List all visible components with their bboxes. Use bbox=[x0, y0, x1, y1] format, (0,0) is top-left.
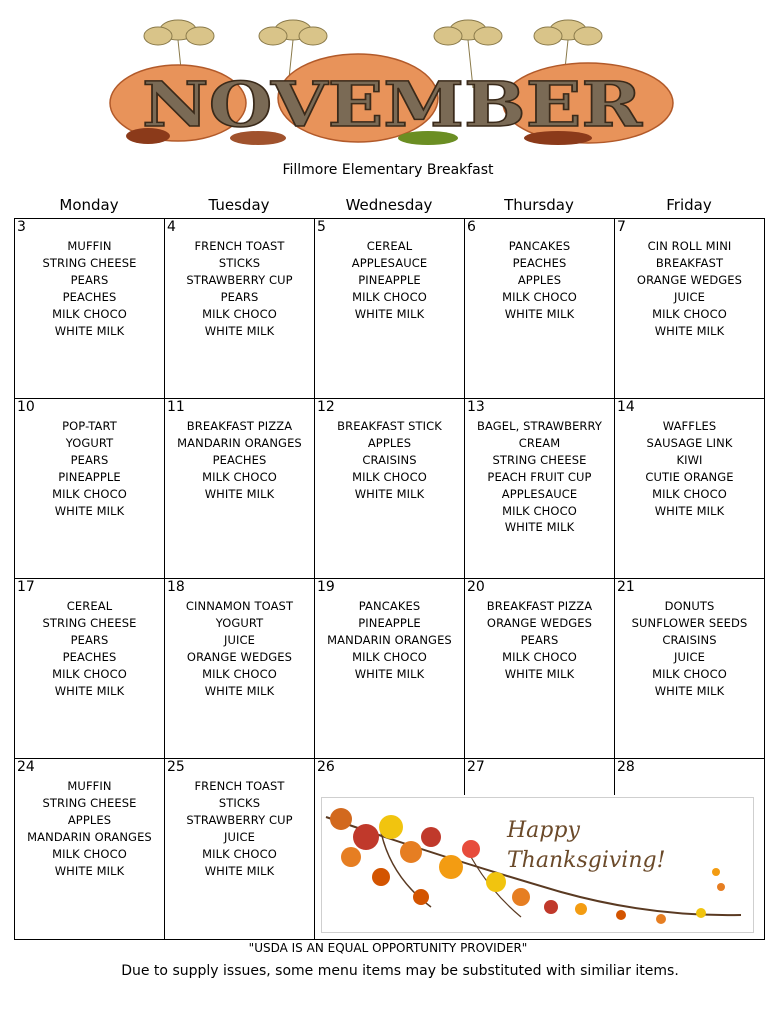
menu-item-list bbox=[465, 598, 614, 683]
menu-item: WHITE MILK bbox=[54, 323, 125, 338]
menu-item: WHITE MILK bbox=[654, 683, 725, 698]
menu-item: YOGURT bbox=[65, 435, 114, 450]
menu-item: MILK CHOCO bbox=[202, 666, 277, 681]
menu-item: MILK CHOCO bbox=[502, 503, 577, 518]
menu-item: CUTIE ORANGE bbox=[645, 469, 734, 484]
calendar-day-cell bbox=[464, 578, 615, 759]
menu-item: CIN ROLL MINI bbox=[647, 239, 732, 253]
supply-notice: Due to supply issues, some menu items may be substituted with similiar items. bbox=[121, 963, 679, 979]
menu-item: MILK CHOCO bbox=[52, 846, 127, 861]
menu-item: WHITE MILK bbox=[204, 863, 275, 878]
day-number: 4 bbox=[167, 219, 176, 235]
day-number: 24 bbox=[17, 759, 35, 775]
menu-item: CEREAL bbox=[66, 599, 113, 613]
menu-item: PEARS bbox=[70, 632, 109, 647]
menu-item: PEACHES bbox=[212, 452, 267, 467]
menu-item: FRENCH TOAST bbox=[194, 779, 285, 793]
menu-item: WHITE MILK bbox=[354, 666, 425, 681]
calendar-day-cell bbox=[164, 758, 315, 940]
menu-item: MANDARIN ORANGES bbox=[27, 829, 152, 844]
day-number: 17 bbox=[17, 579, 35, 595]
menu-item: APPLES bbox=[67, 812, 112, 827]
calendar-day-cell bbox=[14, 218, 165, 399]
weekday-header: Tuesday bbox=[208, 196, 270, 214]
day-number: 10 bbox=[17, 399, 35, 415]
menu-item: BAGEL, STRAWBERRY bbox=[476, 419, 603, 433]
menu-item: SAUSAGE LINK bbox=[646, 435, 733, 450]
menu-item: MILK CHOCO bbox=[352, 649, 427, 664]
day-number: 11 bbox=[167, 399, 185, 415]
usda-notice: "USDA IS AN EQUAL OPPORTUNITY PROVIDER" bbox=[248, 941, 528, 955]
thanksgiving-line1: Happy bbox=[507, 818, 580, 843]
calendar-day-cell bbox=[614, 578, 765, 759]
menu-item-list bbox=[15, 418, 164, 519]
day-number: 14 bbox=[617, 399, 635, 415]
menu-item: MILK CHOCO bbox=[502, 289, 577, 304]
menu-item: STRING CHEESE bbox=[42, 795, 137, 810]
menu-item: CRAISINS bbox=[362, 452, 417, 467]
menu-item-list bbox=[615, 598, 764, 699]
menu-item: BREAKFAST bbox=[655, 255, 724, 270]
menu-item: MANDARIN ORANGES bbox=[177, 435, 302, 450]
menu-item: STRING CHEESE bbox=[492, 452, 587, 467]
menu-item: MILK CHOCO bbox=[352, 469, 427, 484]
menu-item: WHITE MILK bbox=[654, 323, 725, 338]
menu-item: PEARS bbox=[520, 632, 559, 647]
menu-item: MILK CHOCO bbox=[202, 469, 277, 484]
menu-item: MILK CHOCO bbox=[502, 649, 577, 664]
calendar-day-cell bbox=[614, 398, 765, 579]
calendar-day-cell bbox=[614, 218, 765, 399]
calendar-day-cell bbox=[164, 218, 315, 399]
menu-item: POP-TART bbox=[62, 419, 117, 433]
menu-item: CREAM bbox=[518, 435, 561, 450]
banner-word: NOVEMBER bbox=[142, 68, 643, 141]
menu-item: FRENCH TOAST bbox=[194, 239, 285, 253]
menu-item: WHITE MILK bbox=[354, 306, 425, 321]
calendar-day-cell bbox=[14, 578, 165, 759]
menu-item: DONUTS bbox=[664, 599, 715, 613]
thanksgiving-picture bbox=[321, 797, 754, 933]
menu-item: APPLES bbox=[517, 272, 562, 287]
november-banner bbox=[108, 8, 676, 148]
calendar-day-cell bbox=[314, 398, 465, 579]
thanksgiving-line2: Thanksgiving! bbox=[507, 848, 666, 873]
calendar-day-cell bbox=[314, 218, 465, 399]
menu-item-list bbox=[315, 418, 464, 503]
menu-item: WHITE MILK bbox=[54, 503, 125, 518]
calendar-day-cell bbox=[164, 578, 315, 759]
menu-item: ORANGE WEDGES bbox=[186, 649, 293, 664]
menu-item: PANCAKES bbox=[508, 239, 571, 253]
menu-item: ORANGE WEDGES bbox=[636, 272, 743, 287]
calendar-day-cell bbox=[464, 218, 615, 399]
menu-item: MUFFIN bbox=[67, 239, 112, 253]
menu-item: BREAKFAST PIZZA bbox=[186, 419, 293, 433]
menu-item: SUNFLOWER SEEDS bbox=[631, 615, 748, 630]
menu-item: KIWI bbox=[676, 452, 703, 467]
calendar-day-cell bbox=[464, 758, 615, 796]
day-number: 27 bbox=[467, 759, 485, 775]
menu-item: CEREAL bbox=[366, 239, 413, 253]
menu-item: WHITE MILK bbox=[204, 486, 275, 501]
menu-item: WHITE MILK bbox=[204, 683, 275, 698]
menu-item: WHITE MILK bbox=[54, 683, 125, 698]
day-number: 20 bbox=[467, 579, 485, 595]
menu-item-list bbox=[165, 418, 314, 503]
menu-item: YOGURT bbox=[215, 615, 264, 630]
menu-item-list bbox=[615, 418, 764, 519]
menu-item: WHITE MILK bbox=[504, 306, 575, 321]
day-number: 18 bbox=[167, 579, 185, 595]
menu-item: STRING CHEESE bbox=[42, 255, 137, 270]
menu-item: STICKS bbox=[218, 255, 261, 270]
menu-item-list bbox=[315, 238, 464, 323]
menu-item: MILK CHOCO bbox=[202, 306, 277, 321]
menu-item: BREAKFAST PIZZA bbox=[486, 599, 593, 613]
menu-item: PEARS bbox=[70, 452, 109, 467]
menu-item: STICKS bbox=[218, 795, 261, 810]
menu-item-list bbox=[165, 778, 314, 879]
menu-item-list bbox=[165, 598, 314, 699]
menu-item: PEACH FRUIT CUP bbox=[487, 469, 592, 484]
menu-item: MILK CHOCO bbox=[652, 306, 727, 321]
menu-item: WHITE MILK bbox=[354, 486, 425, 501]
weekday-header: Wednesday bbox=[345, 196, 433, 214]
day-number: 7 bbox=[617, 219, 626, 235]
menu-item-list bbox=[465, 418, 614, 536]
menu-item: WHITE MILK bbox=[654, 503, 725, 518]
day-number: 3 bbox=[17, 219, 26, 235]
menu-item: PEACHES bbox=[512, 255, 567, 270]
menu-item: APPLES bbox=[367, 435, 412, 450]
menu-item: APPLESAUCE bbox=[501, 486, 578, 501]
menu-item: WHITE MILK bbox=[504, 520, 575, 535]
menu-item: STRAWBERRY CUP bbox=[186, 812, 293, 827]
menu-item-list bbox=[615, 238, 764, 339]
menu-item: PANCAKES bbox=[358, 599, 421, 613]
calendar-day-cell bbox=[614, 758, 765, 796]
weekday-header: Thursday bbox=[504, 196, 574, 214]
menu-item-list bbox=[165, 238, 314, 339]
menu-item-list bbox=[15, 778, 164, 879]
menu-item-list bbox=[15, 238, 164, 339]
menu-item: BREAKFAST STICK bbox=[337, 419, 442, 433]
menu-item: JUICE bbox=[674, 649, 705, 664]
menu-item: PEACHES bbox=[62, 649, 117, 664]
menu-item: MILK CHOCO bbox=[652, 666, 727, 681]
menu-item: PEARS bbox=[70, 272, 109, 287]
menu-item: PEARS bbox=[220, 289, 259, 304]
menu-item: CINNAMON TOAST bbox=[185, 599, 294, 613]
day-number: 21 bbox=[617, 579, 635, 595]
menu-item: JUICE bbox=[224, 632, 255, 647]
calendar-day-cell bbox=[314, 578, 465, 759]
menu-item: WHITE MILK bbox=[504, 666, 575, 681]
page-title: Fillmore Elementary Breakfast bbox=[282, 162, 494, 178]
menu-item: WHITE MILK bbox=[204, 323, 275, 338]
menu-item-list bbox=[315, 598, 464, 683]
menu-item: WHITE MILK bbox=[54, 863, 125, 878]
menu-item: MUFFIN bbox=[67, 779, 112, 793]
menu-item: CRAISINS bbox=[662, 632, 717, 647]
weekday-header: Monday bbox=[59, 196, 119, 214]
day-number: 5 bbox=[317, 219, 326, 235]
day-number: 19 bbox=[317, 579, 335, 595]
menu-item: MILK CHOCO bbox=[202, 846, 277, 861]
menu-item-list bbox=[15, 598, 164, 699]
calendar-day-cell bbox=[14, 758, 165, 940]
day-number: 26 bbox=[317, 759, 335, 775]
menu-item: MILK CHOCO bbox=[352, 289, 427, 304]
menu-item: PINEAPPLE bbox=[358, 272, 421, 287]
menu-item: WAFFLES bbox=[662, 419, 717, 433]
menu-item: PEACHES bbox=[62, 289, 117, 304]
menu-item: STRING CHEESE bbox=[42, 615, 137, 630]
calendar-day-cell bbox=[464, 398, 615, 579]
calendar-day-cell bbox=[164, 398, 315, 579]
menu-item: JUICE bbox=[224, 829, 255, 844]
menu-item: MILK CHOCO bbox=[52, 306, 127, 321]
calendar-day-cell bbox=[314, 758, 465, 796]
menu-item: ORANGE WEDGES bbox=[486, 615, 593, 630]
day-number: 6 bbox=[467, 219, 476, 235]
menu-item: PINEAPPLE bbox=[358, 615, 421, 630]
day-number: 13 bbox=[467, 399, 485, 415]
day-number: 25 bbox=[167, 759, 185, 775]
menu-item: MANDARIN ORANGES bbox=[327, 632, 452, 647]
menu-item: MILK CHOCO bbox=[52, 666, 127, 681]
menu-item: STRAWBERRY CUP bbox=[186, 272, 293, 287]
weekday-header: Friday bbox=[666, 196, 712, 214]
day-number: 28 bbox=[617, 759, 635, 775]
menu-item: APPLESAUCE bbox=[351, 255, 428, 270]
menu-item-list bbox=[465, 238, 614, 323]
menu-item: MILK CHOCO bbox=[52, 486, 127, 501]
day-number: 12 bbox=[317, 399, 335, 415]
menu-item: MILK CHOCO bbox=[652, 486, 727, 501]
menu-item: PINEAPPLE bbox=[58, 469, 121, 484]
menu-item: JUICE bbox=[674, 289, 705, 304]
calendar-day-cell bbox=[14, 398, 165, 579]
